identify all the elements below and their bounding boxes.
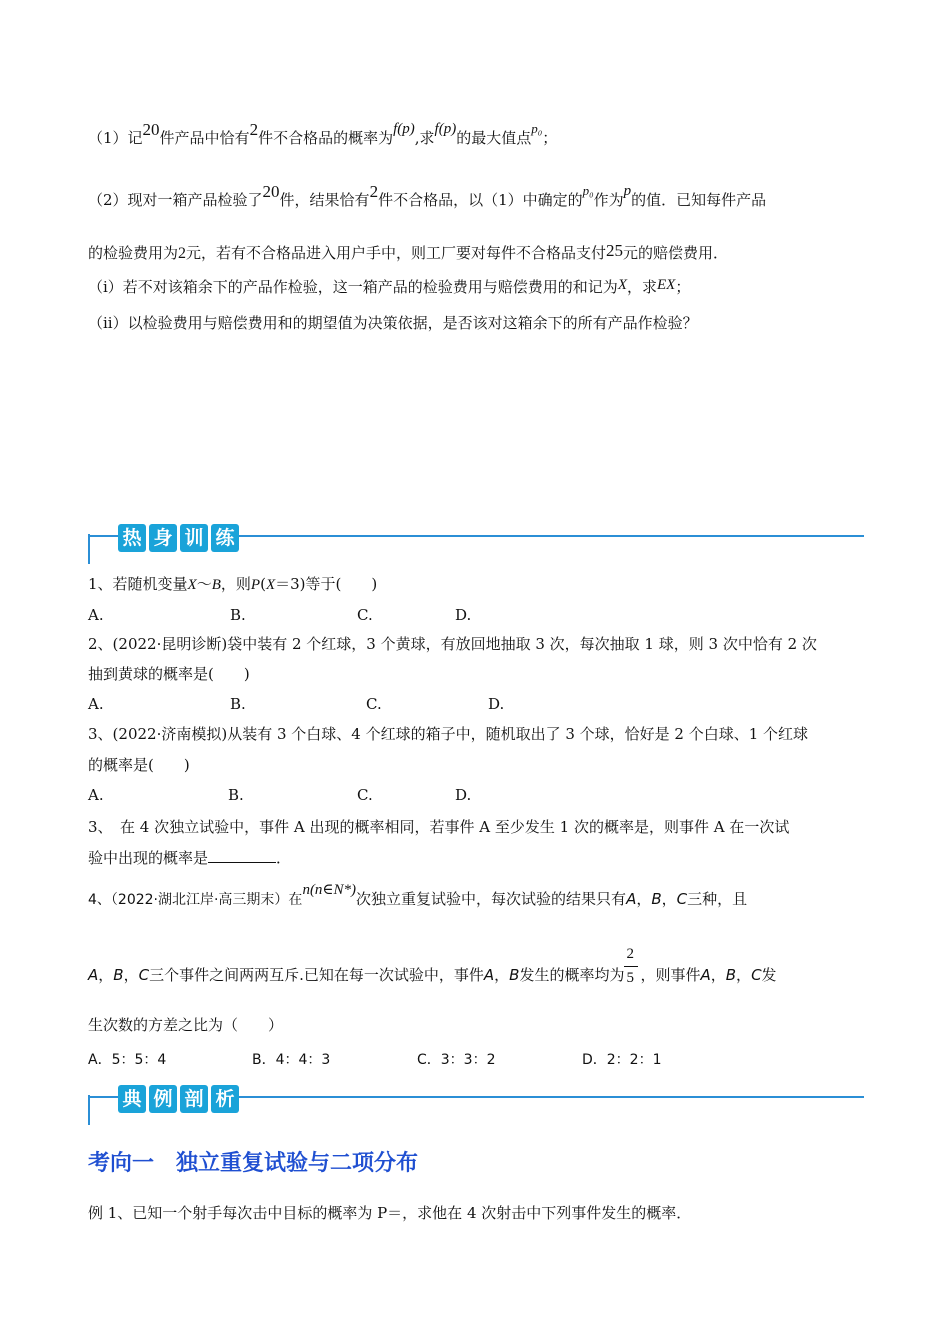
banner-char: 剖 [180, 1085, 208, 1113]
option: C．3：3：2 [417, 1052, 496, 1068]
section-heading: 考向一 独立重复试验与二项分布 [88, 1151, 419, 1176]
option: B. [230, 695, 246, 713]
option: A．5：5：4 [88, 1052, 167, 1068]
option: D．2：2：1 [582, 1052, 662, 1068]
warmup-p2-cont: 抽到黄球的概率是( ) [88, 665, 250, 683]
warmup-p5: 4、（2022·湖北江岸·高三期末）在n(n∈N*)次独立重复试验中，每次试验的结果只有A，B，C三种，且 [88, 882, 748, 908]
warmup-p2: 2、(2022·昆明诊断)袋中装有 2 个红球，3 个黄球，有放回地抽取 3 次，每次抽取 1 球，则 3 次中恰有 2 次 [88, 635, 817, 653]
intro-q2-i: （i）若不对该箱余下的产品作检验，这一箱产品的检验费用与赔偿费用的和记为X，求EX； [88, 277, 691, 296]
warmup-p5-cont2: 生次数的方差之比为（ ） [88, 1016, 284, 1034]
banner-char: 析 [211, 1085, 239, 1113]
example-banner [88, 1085, 864, 1125]
banner-char: 例 [149, 1085, 177, 1113]
intro-q1: （1）记20件产品中恰有2件不合格品的概率为f(p),求f(p)的最大值点p₀； [88, 120, 558, 147]
fraction: $\frac{2}{5}$ [624, 966, 640, 986]
option: D. [455, 606, 472, 624]
warmup-banner [88, 524, 864, 564]
warmup-p3: 3、(2022·济南模拟)从装有 3 个白球、4 个红球的箱子中，随机取出了 3 个球，恰好是 2 个白球、1 个红球 [88, 725, 809, 743]
example-1: 例 1、已知一个射手每次击中目标的概率为 P＝，求他在 4 次射击中下列事件发生的概率． [88, 1204, 692, 1222]
option: C. [357, 606, 373, 624]
warmup-p5-cont: A，B，C三个事件之间两两互斥.已知在每一次试验中，事件A，B发生的概率均为 $\frac{2}{5}$ ，则事件A，B，C发 [88, 946, 777, 986]
option: D. [488, 695, 505, 713]
option: A. [88, 786, 104, 804]
banner-char: 身 [149, 524, 177, 552]
banner-char: 训 [180, 524, 208, 552]
banner-char: 练 [211, 524, 239, 552]
warmup-p3-cont: 的概率是( ) [88, 756, 190, 774]
option: A. [88, 606, 104, 624]
warmup-p4-cont: 验中出现的概率是 ． [88, 849, 292, 867]
banner-char: 热 [118, 524, 146, 552]
banner-char: 典 [118, 1085, 146, 1113]
option: A. [88, 695, 104, 713]
warmup-p1: 1、若随机变量X～B，则P(X＝3)等于( ) [88, 575, 378, 593]
option: B. [230, 606, 246, 624]
option: C. [357, 786, 373, 804]
warmup-p4: 3、 在 4 次独立试验中，事件 A 出现的概率相同，若事件 A 至少发生 1 次的概率是，则事件 A 在一次试 [88, 818, 790, 836]
intro-q2: （2）现对一箱产品检验了20件，结果恰有2件不合格品，以（1）中确定的p₀作为p的值．已知每件产品 [88, 182, 767, 209]
answer-blank[interactable] [208, 848, 276, 863]
option: B. [228, 786, 244, 804]
option: D. [455, 786, 472, 804]
intro-q2-ii: （ii）以检验费用与赔偿费用和的期望值为决策依据，是否该对这箱余下的所有产品作检验？ [88, 314, 698, 332]
option: C. [366, 695, 382, 713]
intro-q2-cont: 的检验费用为2元，若有不合格品进入用户手中，则工厂要对每件不合格品支付25元的赔偿费用． [88, 241, 729, 262]
option: B．4：4：3 [252, 1052, 331, 1068]
